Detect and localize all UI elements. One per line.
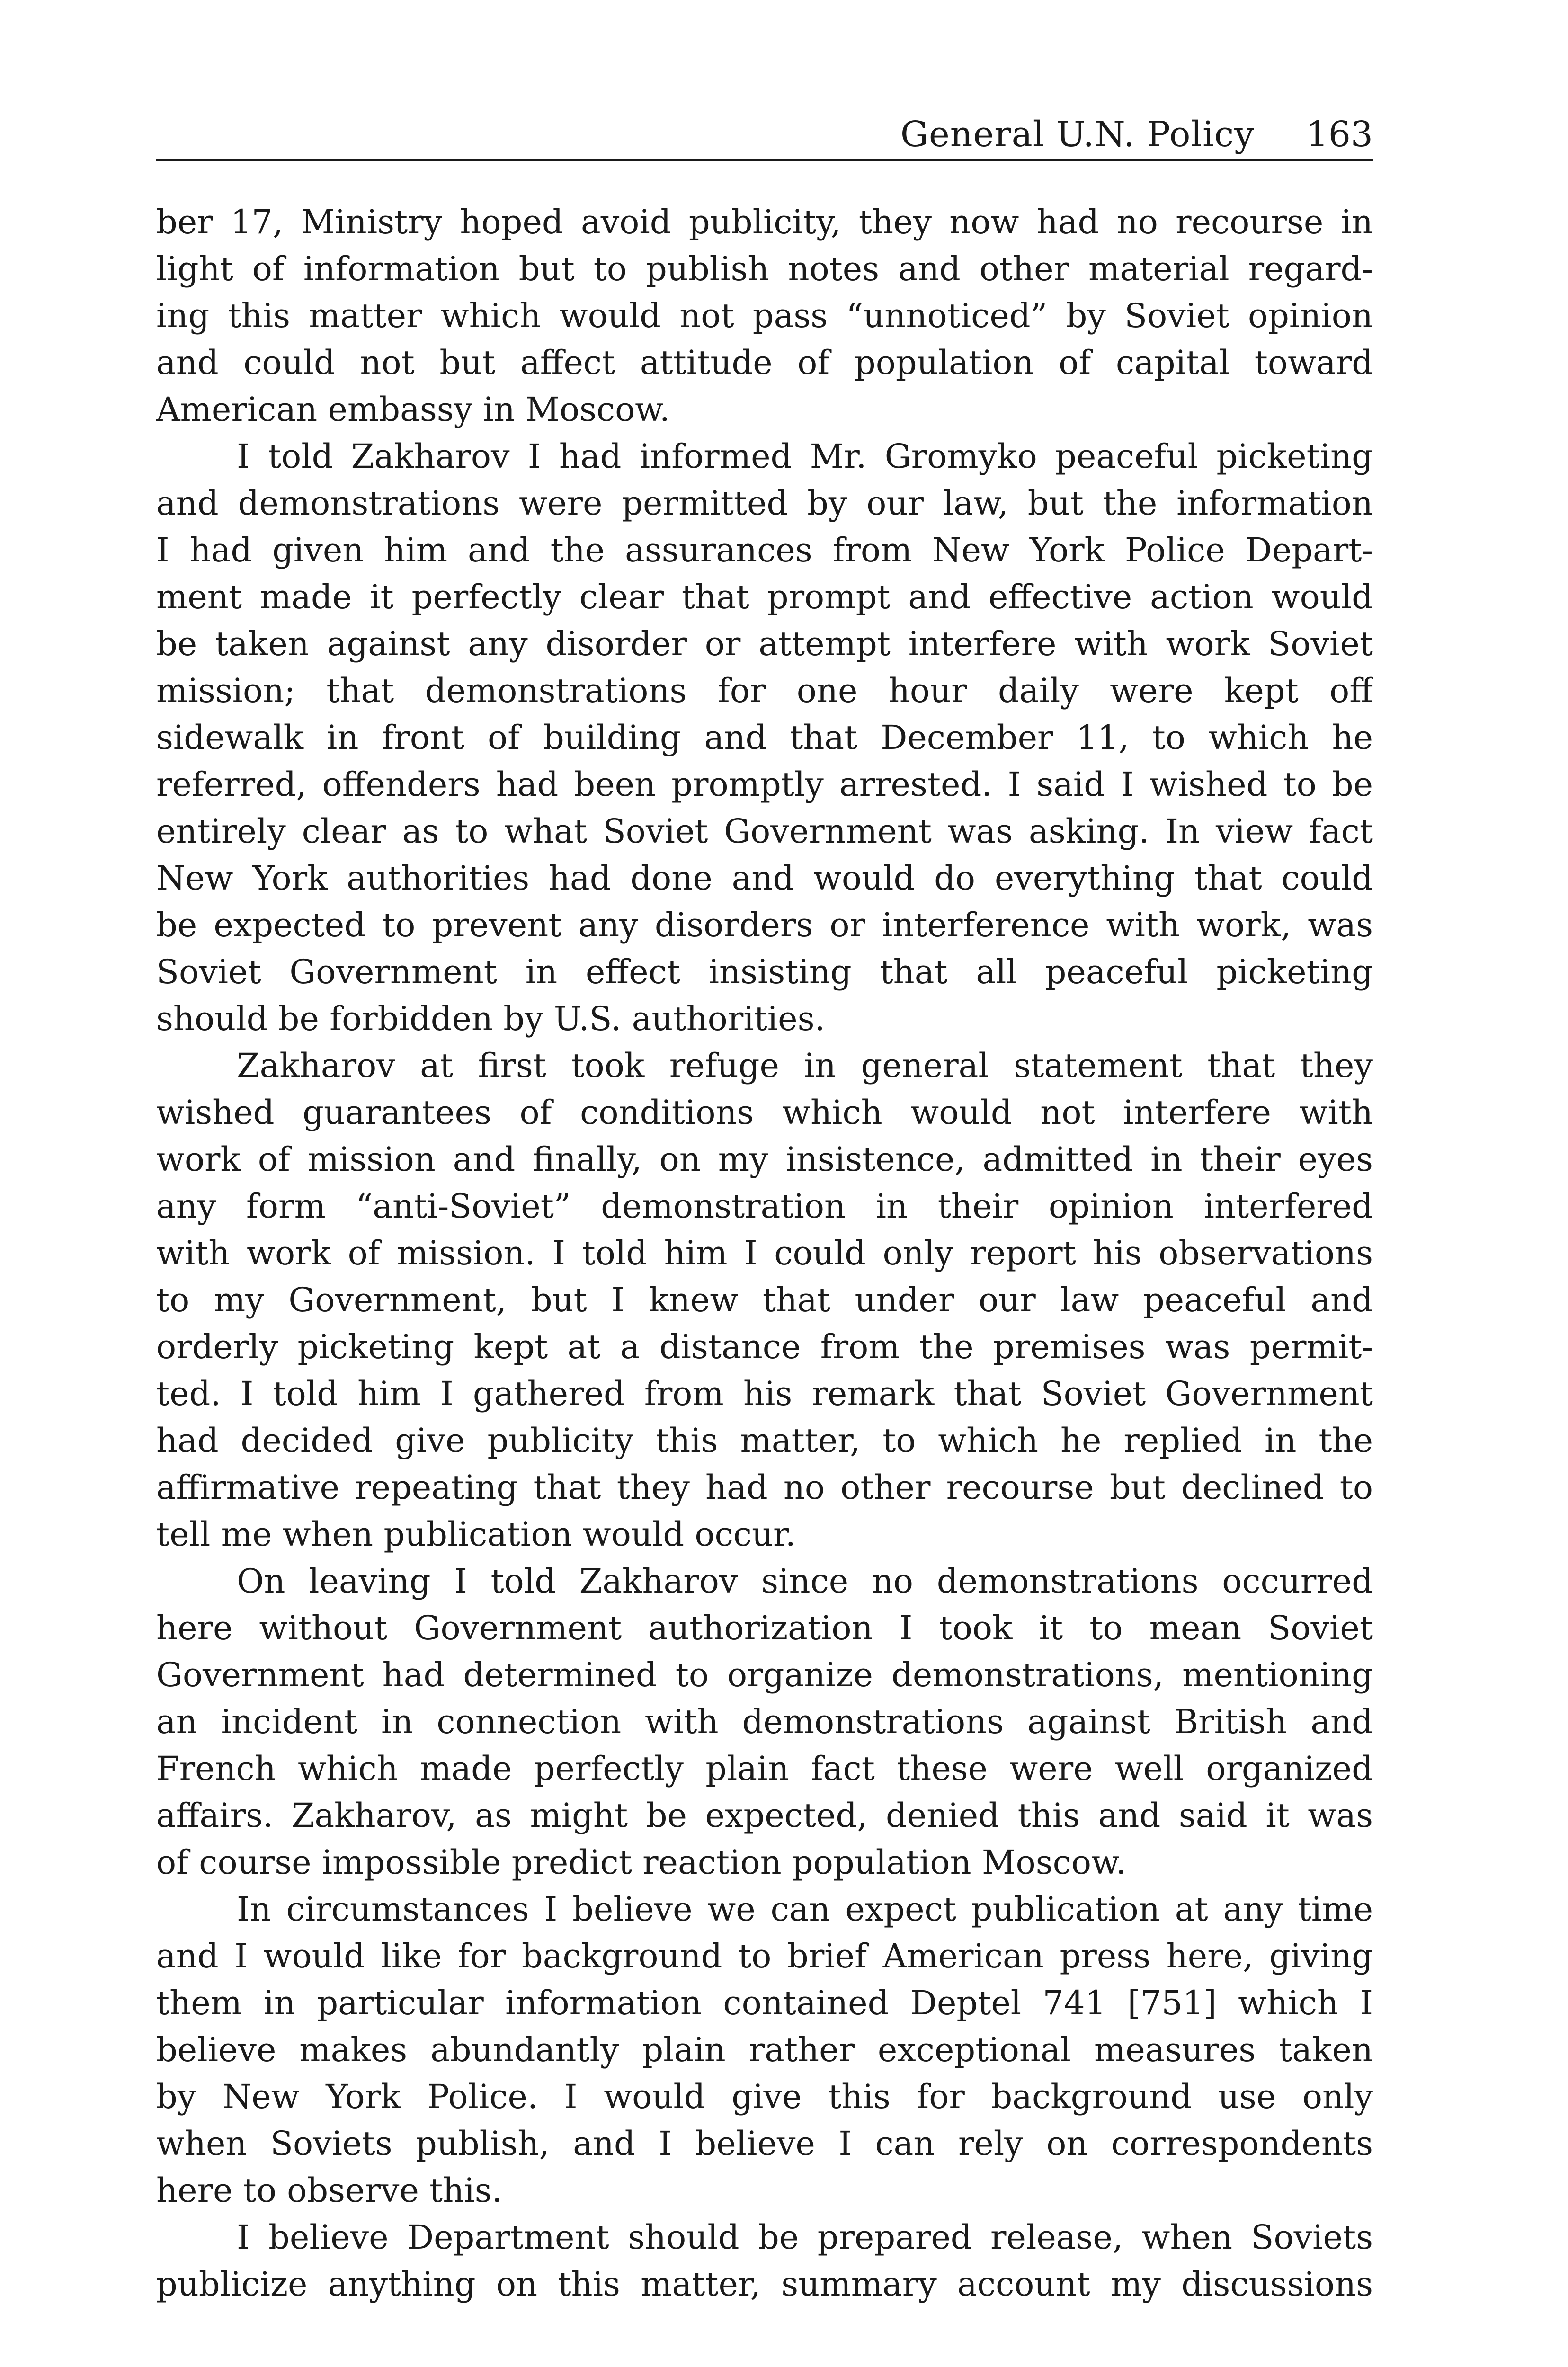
text-line: orderly picketing kept at a distance from the premises was permit- <box>156 1327 1373 1366</box>
page-number: 163 <box>1306 114 1373 155</box>
text-line: and demonstrations were permitted by our law, but the information <box>156 484 1373 523</box>
text-line: to my Government, but I knew that under our law peaceful and <box>156 1281 1373 1319</box>
text-line: by New York Police. I would give this for background use only <box>156 2077 1373 2116</box>
text-line: American embassy in Moscow. <box>156 390 670 429</box>
text-line: I had given him and the assurances from New York Police Depart- <box>156 531 1373 570</box>
paragraph-first-line: Zakharov at first took refuge in general statement that they <box>237 1046 1373 1085</box>
running-header <box>156 114 1373 161</box>
text-line: entirely clear as to what Soviet Government was asking. In view fact <box>156 812 1373 851</box>
text-line: affairs. Zakharov, as might be expected, denied this and said it was <box>156 1796 1373 1835</box>
text-line: affirmative repeating that they had no other recourse but declined to <box>156 1468 1373 1507</box>
text-line: light of information but to publish notes and other material regard- <box>156 249 1373 288</box>
text-line: here without Government authorization I took it to mean Soviet <box>156 1609 1373 1647</box>
paragraph-first-line: I told Zakharov I had informed Mr. Gromyko peaceful picketing <box>237 437 1373 476</box>
paragraph-first-line: In circumstances I believe we can expect publication at any time <box>237 1890 1373 1929</box>
text-line: wished guarantees of conditions which would not interfere with <box>156 1093 1373 1132</box>
text-line: work of mission and finally, on my insistence, admitted in their eyes <box>156 1140 1373 1179</box>
text-line: when Soviets publish, and I believe I can rely on correspondents <box>156 2124 1373 2163</box>
text-line: publicize anything on this matter, summary account my discussions <box>156 2265 1373 2304</box>
text-line: be taken against any disorder or attempt interfere with work Soviet <box>156 624 1373 663</box>
text-line: any form “anti-Soviet” demonstration in their opinion interfered <box>156 1187 1373 1226</box>
text-line: tell me when publication would occur. <box>156 1515 796 1554</box>
text-line: New York authorities had done and would do everything that could <box>156 859 1373 898</box>
text-line: believe makes abundantly plain rather exceptional measures taken <box>156 2030 1373 2069</box>
text-line: ing this matter which would not pass “unnoticed” by Soviet opinion <box>156 296 1373 335</box>
text-line: had decided give publicity this matter, to which he replied in the <box>156 1421 1373 1460</box>
text-line: ted. I told him I gathered from his remark that Soviet Government <box>156 1374 1373 1413</box>
body-text <box>156 199 1373 2308</box>
text-line: be expected to prevent any disorders or interference with work, was <box>156 906 1373 944</box>
paragraph-first-line: On leaving I told Zakharov since no demonstrations occurred <box>237 1562 1373 1601</box>
text-line: an incident in connection with demonstrations against British and <box>156 1702 1373 1741</box>
text-line: ment made it perfectly clear that prompt and effective action would <box>156 578 1373 616</box>
text-line: and I would like for background to brief American press here, giving <box>156 1937 1373 1975</box>
text-line: sidewalk in front of building and that December 11, to which he <box>156 718 1373 757</box>
text-line: should be forbidden by U.S. authorities. <box>156 999 825 1038</box>
paragraph-first-line: I believe Department should be prepared release, when Soviets <box>237 2218 1373 2257</box>
text-line: French which made perfectly plain fact these were well organized <box>156 1749 1373 1788</box>
text-line: with work of mission. I told him I could only report his observations <box>156 1234 1373 1272</box>
text-line: and could not but affect attitude of population of capital toward <box>156 343 1373 382</box>
running-head-title: General U.N. Policy <box>900 114 1255 155</box>
text-line: of course impossible predict reaction population Moscow. <box>156 1843 1126 1882</box>
text-line: mission; that demonstrations for one hour daily were kept off <box>156 671 1373 710</box>
text-line: Government had determined to organize demonstrations, mentioning <box>156 1655 1373 1694</box>
text-line: here to observe this. <box>156 2171 502 2210</box>
text-line: Soviet Government in effect insisting that all peaceful picketing <box>156 952 1373 991</box>
text-line: them in particular information contained Deptel 741 [751] which I <box>156 1984 1373 2022</box>
text-line: ber 17, Ministry hoped avoid publicity, they now had no recourse in <box>156 203 1373 241</box>
text-line: referred, offenders had been promptly arrested. I said I wished to be <box>156 765 1373 804</box>
